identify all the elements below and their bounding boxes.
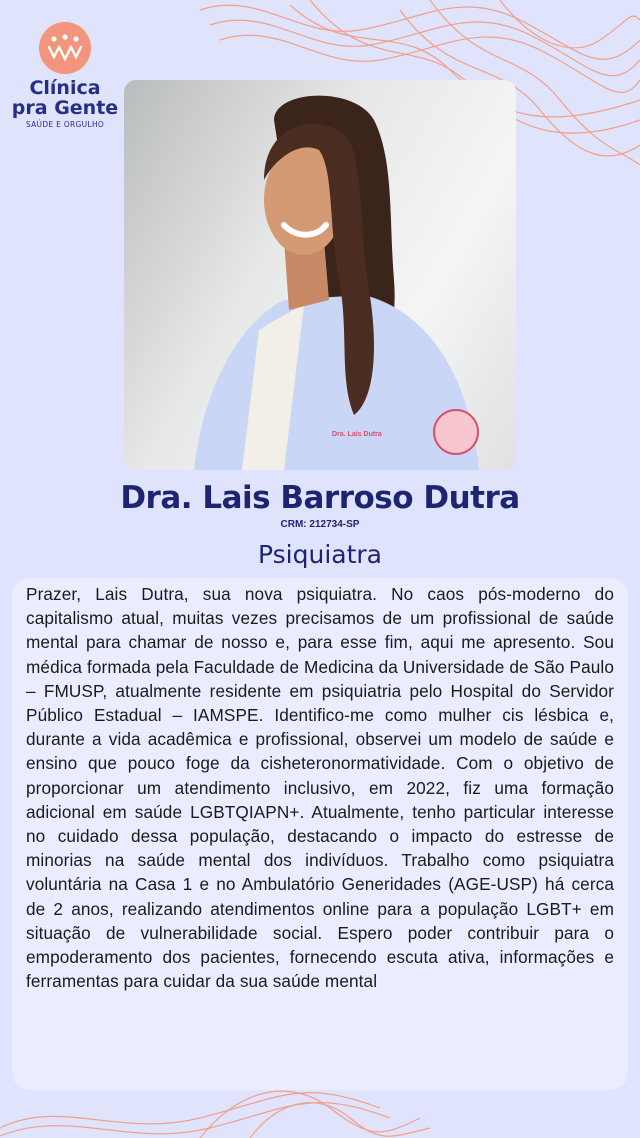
clinic-logo [6,22,124,129]
doctor-photo [124,80,516,470]
doctor-name: Dra. Lais Barroso Dutra [120,480,520,516]
logo-text-line1: Clínica [29,77,101,99]
coat-label: Dra. Lais Dutra [332,431,382,438]
bio-text: Prazer, Lais Dutra, sua nova psiquiatra. No caos pós-moderno do capitalismo atual, muitas vezes precisamos de um profissional de saúde mental para chamar de nosso e, para esse fim, aqui me apresento. Sou médica formada pela Faculdade de Medicina da Universidade de São Paulo – FMUSP, atualmente residente em psiquiatria pelo Hospital do Servidor Público Estadual – IAMSPE. Identifico-me como mulher cis lésbica e, durante a vida acadêmica e profissional, observei um modelo de saúde e ensino que pouco foge da cisheteronormatividade. Com o objetivo de proporcionar um atendimento inclusivo, em 2022, fiz uma formação adicional em saúde LGBTQIAPN+. Atualmente, tenho particular interesse no cuidado dessa população, destacando o impacto do estresse de minorias na saúde mental dos indivíduos. Trabalho como psiquiatra voluntária na Casa 1 e no Ambulatório Generidades (AGE-USP) há cerca de 2 anos, realizando atendimentos online para a população LGBT+ em situação de vulnerabilidade social. Espero poder contribuir para o empoderamento dos pacientes, fornecendo escuta ativa, informações e ferramentas para cuidar da sua saúde mental [26,584,614,992]
crm-number: CRM: 212734-SP [280,519,360,530]
logo-text-line2: pra Gente [11,97,119,119]
specialty-title: Psiquiatra [258,540,382,569]
people-heart-icon [39,22,91,74]
doctor-portrait [124,80,516,470]
logo-tagline: SAÚDE E ORGULHO [25,120,105,129]
